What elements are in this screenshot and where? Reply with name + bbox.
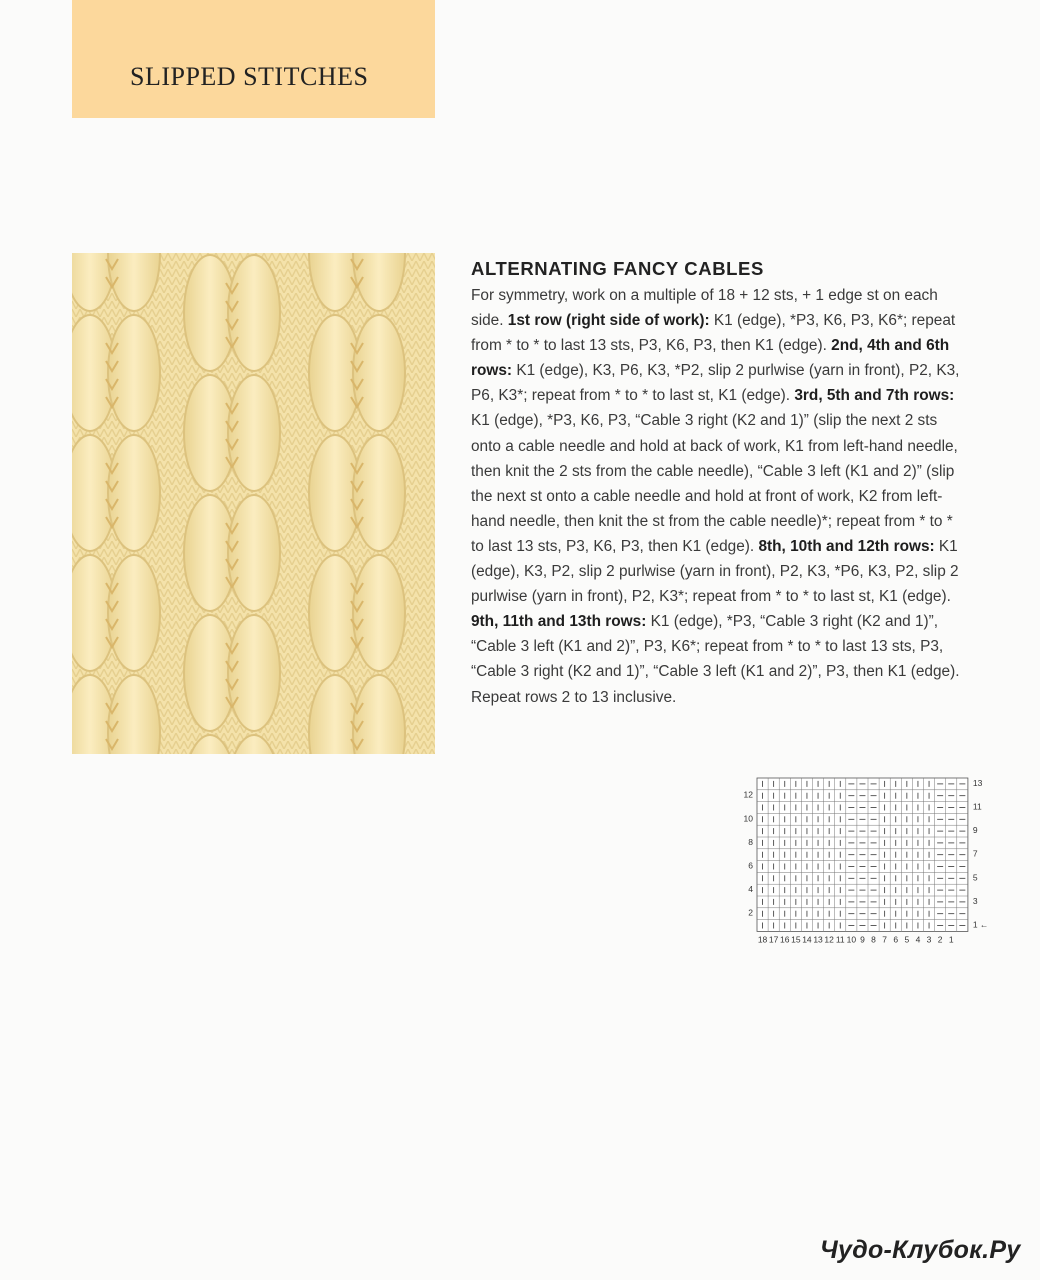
chart-row-label: 8 [748, 836, 753, 847]
chart-col-label: 1 [948, 934, 954, 945]
row-heading: 8th, 10th and 12th rows: [758, 537, 935, 555]
row-heading: 9th, 11th and 13th rows: [471, 613, 647, 631]
chart-col-label: 10 [846, 934, 857, 945]
cable-knit-swatch-icon [72, 253, 435, 754]
row-heading: 1st row (right side of work): [507, 312, 710, 330]
chart-col-label: 6 [893, 934, 899, 945]
chart-col-label: 7 [882, 934, 888, 945]
start-arrow-icon: ← [979, 919, 989, 930]
chart-col-label: 5 [904, 934, 910, 945]
row-text: K1 (edge), K3, P2, slip 2 purlwise (yarn in front), P2, K3, *P6, K3, P2, slip 2 purlwise (yarn in front), P2, K3*; repeat from * to * to last st, K1 (edge). [471, 537, 959, 606]
watermark: Чудо-Клубок.Ру [820, 1236, 1021, 1264]
row-text: K1 (edge), K3, P6, K3, *P2, slip 2 purlwise (yarn in front), P2, K3, P6, K3*; repeat from * to * to last st, K1 (edge). [471, 362, 960, 405]
chart-row-label: 12 [743, 789, 753, 800]
chart-col-label: 12 [824, 934, 834, 945]
chart-col-label: 2 [937, 934, 943, 945]
chart-col-label: 9 [860, 934, 865, 945]
chart-col-label: 14 [802, 934, 812, 945]
chart-col-label: 17 [768, 934, 779, 945]
chart-col-label: 13 [813, 934, 823, 945]
chart-col-label: 3 [926, 934, 932, 945]
chart-col-label: 15 [791, 934, 801, 945]
chart-col-label: 16 [780, 934, 790, 945]
stitch-chart-grid [736, 770, 996, 950]
row-text: For symmetry, work on a multiple of 18 + 12 sts, + 1 edge st on each side. [471, 287, 938, 330]
pattern-title: ALTERNATING FANCY CABLES [471, 258, 764, 279]
chart-col-label: 8 [871, 934, 876, 945]
row-text: K1 (edge), *P3, K6, P3, “Cable 3 right (K2 and 1)” (slip the next 2 sts onto a cable needle and hold at back of work, K1 from left-hand needle, then knit the 2 sts from the cable needle), “Cable 3 left (K1 and 2)” (slip the next st onto a cable needle and hold at front of work, K2 from left-hand needle, then knit the st from the cable needle)*; repeat from * to * to last 13 sts, P3, K6, P3, then K1 (edge). [471, 412, 958, 555]
chart-row-label: 4 [748, 884, 753, 895]
knit-swatch-photo [72, 253, 435, 754]
chart-row-label: 13 [972, 777, 983, 788]
chart-col-label: 18 [757, 934, 768, 945]
chart-row-label: 7 [972, 848, 978, 859]
section-tab [72, 0, 435, 118]
chart-row-label: 9 [972, 825, 978, 836]
chart-row-label: 6 [748, 860, 753, 871]
stitch-chart [736, 770, 996, 950]
section-title: SLIPPED STITCHES [130, 62, 369, 91]
row-text: K1 (edge), *P3, “Cable 3 right (K2 and 1)”, “Cable 3 left (K1 and 2)”, P3, K6*; repeat from * to * to last 13 sts, P3, “Cable 3 right (K2 and 1)”, “Cable 3 left (K1 and 2)”, P3, then K1 (edge). Repeat rows 2 to 13 inclusive. [471, 613, 960, 706]
chart-col-label: 4 [915, 934, 921, 945]
chart-row-label: 2 [748, 907, 753, 918]
row-heading: 2nd, 4th and 6th rows: [471, 337, 950, 380]
chart-row-label: 1 [972, 919, 978, 930]
chart-row-label: 11 [972, 801, 982, 812]
row-text: K1 (edge), *P3, K6, P3, K6*; repeat from * to * to last 13 sts, P3, K6, P3, then K1 (edge). [471, 312, 956, 355]
row-heading: 3rd, 5th and 7th rows: [794, 387, 955, 405]
chart-row-label: 10 [743, 813, 753, 824]
chart-row-label: 3 [972, 895, 978, 906]
chart-col-label: 11 [835, 934, 845, 945]
chart-row-label: 5 [972, 872, 978, 883]
pattern-instructions [471, 283, 967, 710]
